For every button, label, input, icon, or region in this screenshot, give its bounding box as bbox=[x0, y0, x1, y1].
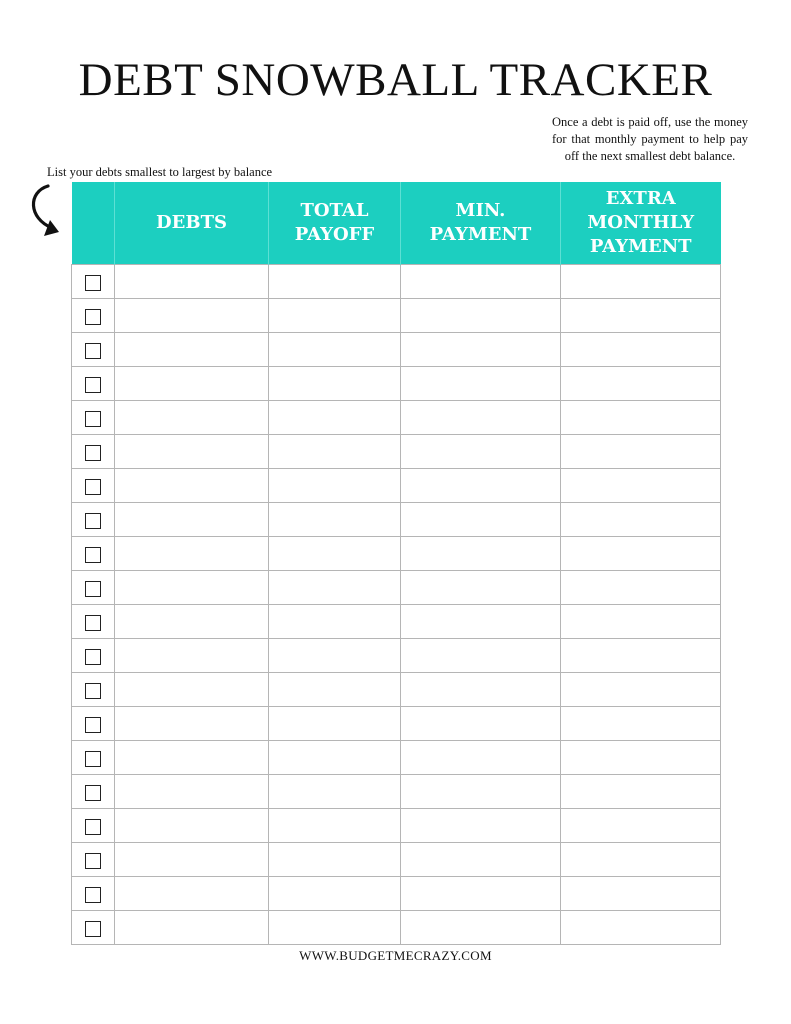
extra-payment-cell[interactable] bbox=[561, 435, 721, 469]
extra-payment-cell[interactable] bbox=[561, 571, 721, 605]
paid-off-checkbox[interactable] bbox=[85, 377, 101, 393]
total-payoff-cell[interactable] bbox=[269, 741, 401, 775]
checkbox-cell bbox=[72, 843, 115, 877]
debt-name-cell[interactable] bbox=[115, 367, 269, 401]
checkbox-cell bbox=[72, 911, 115, 945]
paid-off-checkbox[interactable] bbox=[85, 819, 101, 835]
min-payment-cell[interactable] bbox=[401, 265, 561, 299]
total-payoff-cell[interactable] bbox=[269, 809, 401, 843]
debt-name-cell[interactable] bbox=[115, 435, 269, 469]
paid-off-checkbox[interactable] bbox=[85, 615, 101, 631]
extra-payment-cell[interactable] bbox=[561, 401, 721, 435]
paid-off-checkbox[interactable] bbox=[85, 275, 101, 291]
min-payment-cell[interactable] bbox=[401, 333, 561, 367]
extra-payment-cell[interactable] bbox=[561, 775, 721, 809]
min-payment-cell[interactable] bbox=[401, 605, 561, 639]
paid-off-checkbox[interactable] bbox=[85, 581, 101, 597]
debt-name-cell[interactable] bbox=[115, 809, 269, 843]
paid-off-checkbox[interactable] bbox=[85, 717, 101, 733]
table-row bbox=[72, 639, 721, 673]
table-row bbox=[72, 503, 721, 537]
total-payoff-cell[interactable] bbox=[269, 571, 401, 605]
paid-off-checkbox[interactable] bbox=[85, 785, 101, 801]
header-debts: DEBTS bbox=[115, 182, 269, 265]
table-row bbox=[72, 435, 721, 469]
checkbox-cell bbox=[72, 469, 115, 503]
table-row bbox=[72, 299, 721, 333]
paid-off-checkbox[interactable] bbox=[85, 683, 101, 699]
extra-payment-cell[interactable] bbox=[561, 605, 721, 639]
extra-payment-cell[interactable] bbox=[561, 809, 721, 843]
total-payoff-cell[interactable] bbox=[269, 265, 401, 299]
min-payment-cell[interactable] bbox=[401, 809, 561, 843]
extra-payment-cell[interactable] bbox=[561, 741, 721, 775]
total-payoff-cell[interactable] bbox=[269, 911, 401, 945]
total-payoff-cell[interactable] bbox=[269, 707, 401, 741]
total-payoff-cell[interactable] bbox=[269, 877, 401, 911]
total-payoff-cell[interactable] bbox=[269, 639, 401, 673]
table-row bbox=[72, 843, 721, 877]
extra-payment-cell[interactable] bbox=[561, 503, 721, 537]
extra-payment-cell[interactable] bbox=[561, 639, 721, 673]
paid-off-checkbox[interactable] bbox=[85, 921, 101, 937]
debt-name-cell[interactable] bbox=[115, 265, 269, 299]
min-payment-cell[interactable] bbox=[401, 741, 561, 775]
curved-arrow-icon bbox=[26, 182, 62, 240]
table-row bbox=[72, 741, 721, 775]
checkbox-cell bbox=[72, 537, 115, 571]
paid-off-checkbox[interactable] bbox=[85, 479, 101, 495]
debt-name-cell[interactable] bbox=[115, 333, 269, 367]
min-payment-cell[interactable] bbox=[401, 775, 561, 809]
checkbox-cell bbox=[72, 571, 115, 605]
table-header-row bbox=[72, 182, 721, 265]
table-row bbox=[72, 265, 721, 299]
min-payment-cell[interactable] bbox=[401, 571, 561, 605]
checkbox-cell bbox=[72, 741, 115, 775]
extra-payment-cell[interactable] bbox=[561, 911, 721, 945]
checkbox-cell bbox=[72, 877, 115, 911]
min-payment-cell[interactable] bbox=[401, 843, 561, 877]
table-row bbox=[72, 605, 721, 639]
header-check bbox=[72, 182, 115, 265]
table-row bbox=[72, 571, 721, 605]
checkbox-cell bbox=[72, 333, 115, 367]
total-payoff-cell[interactable] bbox=[269, 367, 401, 401]
checkbox-cell bbox=[72, 401, 115, 435]
checkbox-cell bbox=[72, 299, 115, 333]
min-payment-cell[interactable] bbox=[401, 537, 561, 571]
extra-payment-cell[interactable] bbox=[561, 367, 721, 401]
min-payment-cell[interactable] bbox=[401, 401, 561, 435]
page-title: DEBT SNOWBALL TRACKER bbox=[78, 54, 713, 106]
paid-off-checkbox[interactable] bbox=[85, 343, 101, 359]
extra-payment-cell[interactable] bbox=[561, 673, 721, 707]
min-payment-cell[interactable] bbox=[401, 435, 561, 469]
checkbox-cell bbox=[72, 639, 115, 673]
extra-payment-cell[interactable] bbox=[561, 877, 721, 911]
min-payment-cell[interactable] bbox=[401, 299, 561, 333]
min-payment-cell[interactable] bbox=[401, 367, 561, 401]
total-payoff-cell[interactable] bbox=[269, 299, 401, 333]
total-payoff-cell[interactable] bbox=[269, 605, 401, 639]
paid-off-checkbox[interactable] bbox=[85, 853, 101, 869]
debt-name-cell[interactable] bbox=[115, 639, 269, 673]
min-payment-cell[interactable] bbox=[401, 707, 561, 741]
paid-off-checkbox[interactable] bbox=[85, 649, 101, 665]
min-payment-cell[interactable] bbox=[401, 877, 561, 911]
extra-payment-cell[interactable] bbox=[561, 843, 721, 877]
min-payment-cell[interactable] bbox=[401, 503, 561, 537]
checkbox-cell bbox=[72, 605, 115, 639]
debt-name-cell[interactable] bbox=[115, 605, 269, 639]
snowball-note: Once a debt is paid off, use the money for that monthly payment to help pay off the next smallest debt balance. bbox=[552, 115, 748, 163]
checkbox-cell bbox=[72, 435, 115, 469]
table-row bbox=[72, 333, 721, 367]
debt-name-cell[interactable] bbox=[115, 707, 269, 741]
table-row bbox=[72, 911, 721, 945]
extra-payment-cell[interactable] bbox=[561, 265, 721, 299]
total-payoff-cell[interactable] bbox=[269, 775, 401, 809]
checkbox-cell bbox=[72, 775, 115, 809]
checkbox-cell bbox=[72, 367, 115, 401]
debt-name-cell[interactable] bbox=[115, 775, 269, 809]
table-row bbox=[72, 809, 721, 843]
paid-off-checkbox[interactable] bbox=[85, 445, 101, 461]
paid-off-checkbox[interactable] bbox=[85, 751, 101, 767]
table-row bbox=[72, 537, 721, 571]
extra-payment-cell[interactable] bbox=[561, 537, 721, 571]
footer-website: WWW.BUDGETMECRAZY.COM bbox=[299, 948, 492, 963]
debt-tracker-table bbox=[71, 182, 721, 945]
header-extra-monthly-payment: EXTRA MONTHLY PAYMENT bbox=[561, 182, 721, 265]
debt-name-cell[interactable] bbox=[115, 401, 269, 435]
debt-name-cell[interactable] bbox=[115, 911, 269, 945]
total-payoff-cell[interactable] bbox=[269, 401, 401, 435]
debt-name-cell[interactable] bbox=[115, 537, 269, 571]
extra-payment-cell[interactable] bbox=[561, 469, 721, 503]
table-body bbox=[72, 265, 721, 945]
paid-off-checkbox[interactable] bbox=[85, 887, 101, 903]
checkbox-cell bbox=[72, 503, 115, 537]
paid-off-checkbox[interactable] bbox=[85, 411, 101, 427]
total-payoff-cell[interactable] bbox=[269, 435, 401, 469]
table-row bbox=[72, 877, 721, 911]
total-payoff-cell[interactable] bbox=[269, 469, 401, 503]
debt-name-cell[interactable] bbox=[115, 741, 269, 775]
debt-name-cell[interactable] bbox=[115, 299, 269, 333]
total-payoff-cell[interactable] bbox=[269, 673, 401, 707]
total-payoff-cell[interactable] bbox=[269, 333, 401, 367]
instruction-text: List your debts smallest to largest by balance bbox=[47, 165, 273, 179]
debt-name-cell[interactable] bbox=[115, 877, 269, 911]
table-row bbox=[72, 775, 721, 809]
paid-off-checkbox[interactable] bbox=[85, 547, 101, 563]
min-payment-cell[interactable] bbox=[401, 469, 561, 503]
paid-off-checkbox[interactable] bbox=[85, 309, 101, 325]
extra-payment-cell[interactable] bbox=[561, 299, 721, 333]
min-payment-cell[interactable] bbox=[401, 639, 561, 673]
table-row bbox=[72, 367, 721, 401]
checkbox-cell bbox=[72, 707, 115, 741]
extra-payment-cell[interactable] bbox=[561, 333, 721, 367]
paid-off-checkbox[interactable] bbox=[85, 513, 101, 529]
table-row bbox=[72, 469, 721, 503]
table-row bbox=[72, 673, 721, 707]
debt-name-cell[interactable] bbox=[115, 469, 269, 503]
header-min-payment: MIN. PAYMENT bbox=[401, 182, 561, 265]
min-payment-cell[interactable] bbox=[401, 673, 561, 707]
checkbox-cell bbox=[72, 673, 115, 707]
header-total-payoff: TOTAL PAYOFF bbox=[269, 182, 401, 265]
debt-name-cell[interactable] bbox=[115, 843, 269, 877]
extra-payment-cell[interactable] bbox=[561, 707, 721, 741]
table-row bbox=[72, 401, 721, 435]
debt-name-cell[interactable] bbox=[115, 673, 269, 707]
checkbox-cell bbox=[72, 809, 115, 843]
checkbox-cell bbox=[72, 265, 115, 299]
debt-name-cell[interactable] bbox=[115, 571, 269, 605]
debt-name-cell[interactable] bbox=[115, 503, 269, 537]
table-row bbox=[72, 707, 721, 741]
total-payoff-cell[interactable] bbox=[269, 843, 401, 877]
total-payoff-cell[interactable] bbox=[269, 537, 401, 571]
min-payment-cell[interactable] bbox=[401, 911, 561, 945]
total-payoff-cell[interactable] bbox=[269, 503, 401, 537]
